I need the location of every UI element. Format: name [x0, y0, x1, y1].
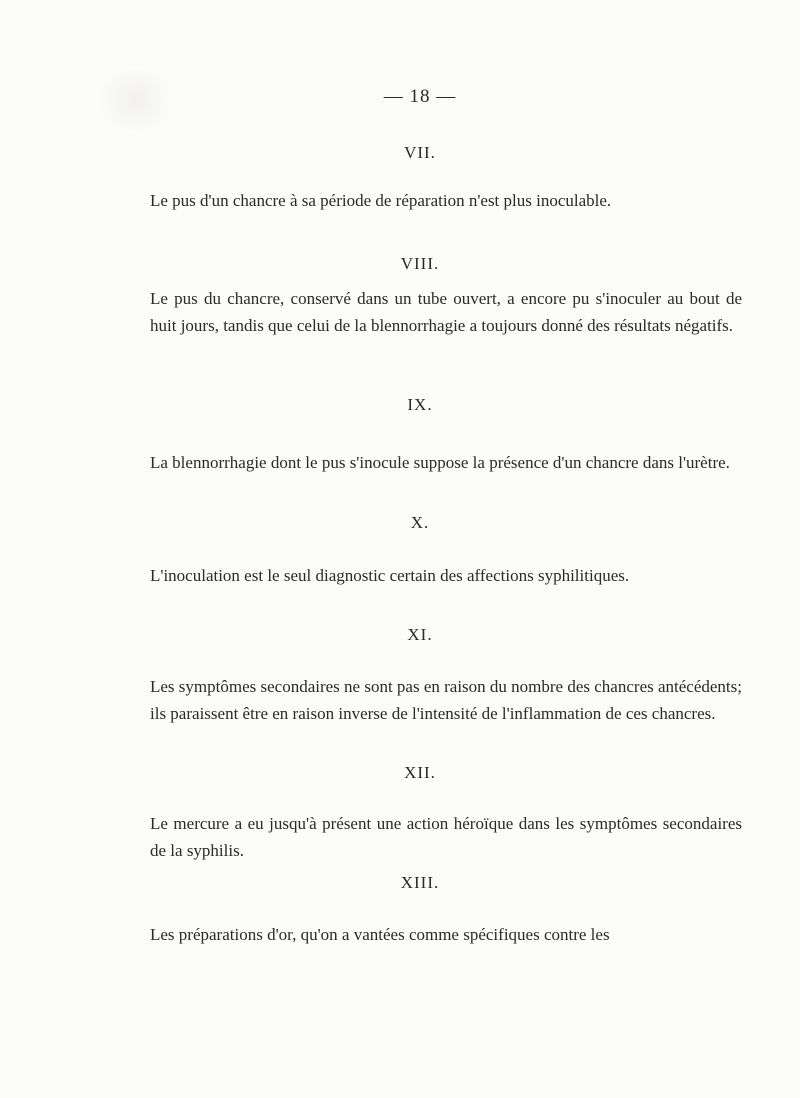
section-text-viii: Le pus du chancre, conservé dans un tube ouvert, a encore pu s'inoculer au bout de huit jours, tandis que celui de la blennorrhagie a toujours donné des résultats négatifs.: [150, 289, 742, 335]
section-heading-ix: IX.: [407, 395, 433, 414]
section-text-xi: Les symptômes secondaires ne sont pas en raison du nombre des chancres antécédents; ils paraissent être en raison inverse de l'intensité de l'inflammation de ces chancres.: [150, 677, 742, 723]
section-heading-xiii: XIII.: [400, 873, 440, 892]
page-number: — 18 —: [383, 86, 457, 107]
section-heading-viii: VIII.: [400, 254, 440, 273]
section-text-vii: Le pus d'un chancre à sa période de réparation n'est plus inoculable.: [150, 191, 612, 210]
section-heading-vii: VII.: [404, 143, 436, 162]
section-heading-xi: XI.: [407, 625, 433, 644]
section-heading-xii: XII.: [404, 763, 436, 782]
section-heading-x: X.: [410, 513, 430, 532]
section-text-xii: Le mercure a eu jusqu'à présent une action héroïque dans les symptômes secondaires de la syphilis.: [150, 814, 742, 860]
section-text-xiii: Les préparations d'or, qu'on a vantées comme spécifiques contre les: [150, 925, 610, 944]
section-text-x: L'inoculation est le seul diagnostic certain des affections syphilitiques.: [150, 566, 630, 585]
section-text-ix: La blennorrhagie dont le pus s'inocule suppose la présence d'un chancre dans l'urètre.: [150, 453, 730, 472]
